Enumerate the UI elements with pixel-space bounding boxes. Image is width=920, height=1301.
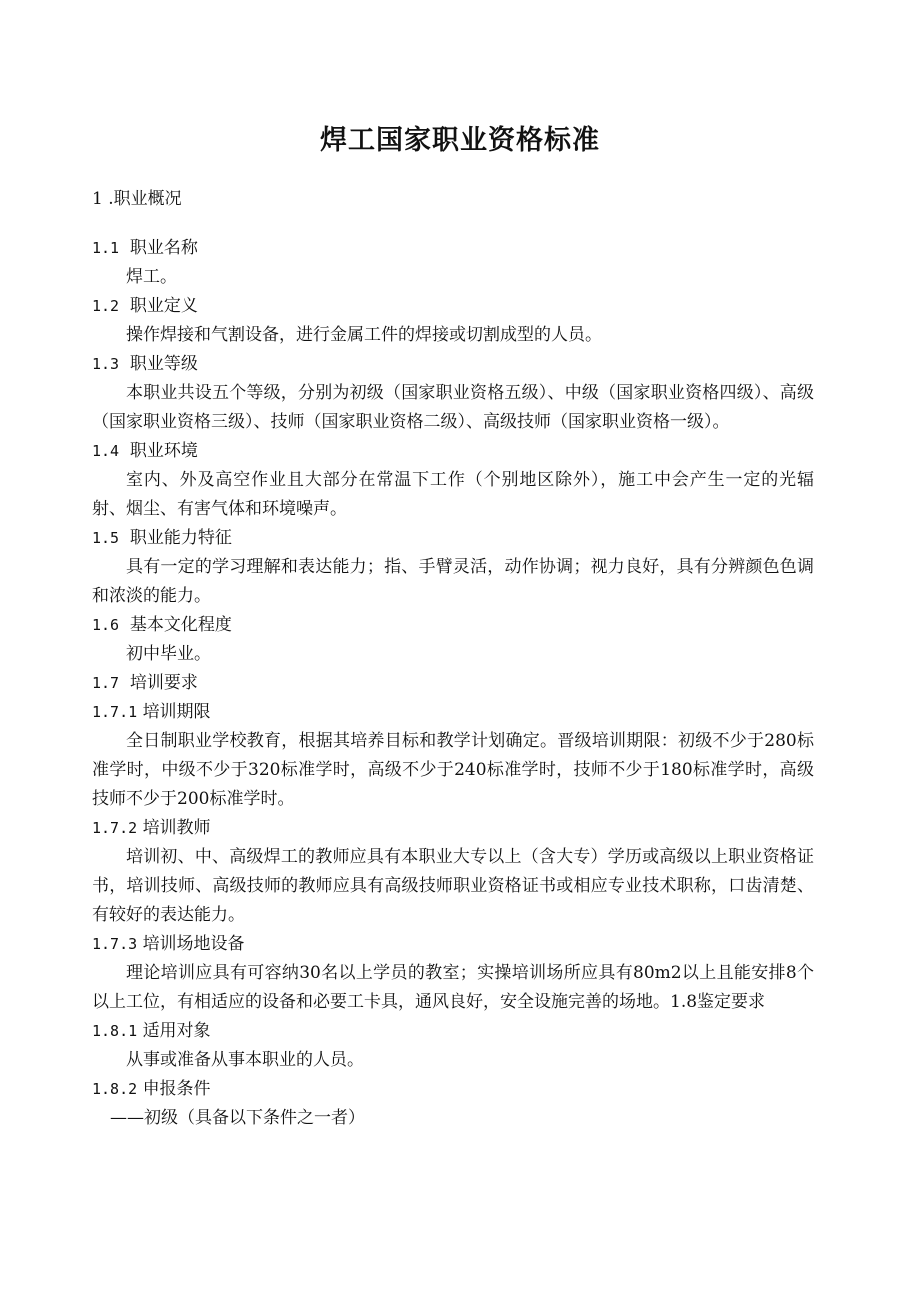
paragraph: 焊工。 xyxy=(126,267,177,287)
subsection-heading: 1.2 职业定义 xyxy=(92,296,198,316)
subsection-heading: 1.7.2 培训教师 xyxy=(92,818,211,838)
paragraph: 具有一定的学习理解和表达能力；指、手臂灵活，动作协调；视力良好，具有分辨颜色色调和浓淡的能力。 xyxy=(92,557,814,606)
subsection-heading: 1.8.2 申报条件 xyxy=(92,1079,211,1099)
paragraph: 培训初、中、高级焊工的教师应具有本职业大专以上（含大专）学历或高级以上职业资格证书，培训技师、高级技师的教师应具有高级技师职业资格证书或相应专业技术职称，口齿清楚、有较好的表达能力。 xyxy=(92,847,814,925)
paragraph: 从事或准备从事本职业的人员。 xyxy=(126,1050,364,1070)
paragraph: 本职业共设五个等级，分别为初级（国家职业资格五级）、中级（国家职业资格四级）、高级（国家职业资格三级）、技师（国家职业资格二级）、高级技师（国家职业资格一级）。 xyxy=(92,383,814,432)
subsection-heading: 1.6 基本文化程度 xyxy=(92,615,232,635)
section-heading: 1 .职业概况 xyxy=(92,189,182,209)
subsection-heading: 1.4 职业环境 xyxy=(92,441,198,461)
paragraph: 全日制职业学校教育，根据其培养目标和教学计划确定。晋级培训期限：初级不少于280标准学时，中级不少于320标准学时，高级不少于240标准学时，技师不少于180标准学时，高级技师不少于200标准学时。 xyxy=(92,731,814,809)
subsection-heading: 1.7 培训要求 xyxy=(92,673,198,693)
subsection-heading: 1.1 职业名称 xyxy=(92,238,198,258)
paragraph: 室内、外及高空作业且大部分在常温下工作（个别地区除外），施工中会产生一定的光辐射、烟尘、有害气体和环境噪声。 xyxy=(92,470,814,519)
subsection-heading: 1.8.1 适用对象 xyxy=(92,1021,211,1041)
subsection-heading: 1.7.3 培训场地设备 xyxy=(92,934,245,954)
subsection-heading: 1.5 职业能力特征 xyxy=(92,528,232,548)
document-title: 焊工国家职业资格标准 xyxy=(320,125,600,156)
document-body xyxy=(92,185,814,1133)
paragraph: 操作焊接和气割设备，进行金属工件的焊接或切割成型的人员。 xyxy=(126,325,602,345)
subsection-heading: 1.7.1 培训期限 xyxy=(92,702,211,722)
subsection-heading: 1.3 职业等级 xyxy=(92,354,198,374)
list-item: ——初级（具备以下条件之一者） xyxy=(110,1108,365,1128)
paragraph: 初中毕业。 xyxy=(126,644,211,664)
paragraph: 理论培训应具有可容纳30名以上学员的教室；实操培训场所应具有80m2以上且能安排8个以上工位，有相适应的设备和必要工卡具，通风良好，安全设施完善的场地。1.8鉴定要求 xyxy=(92,963,814,1012)
